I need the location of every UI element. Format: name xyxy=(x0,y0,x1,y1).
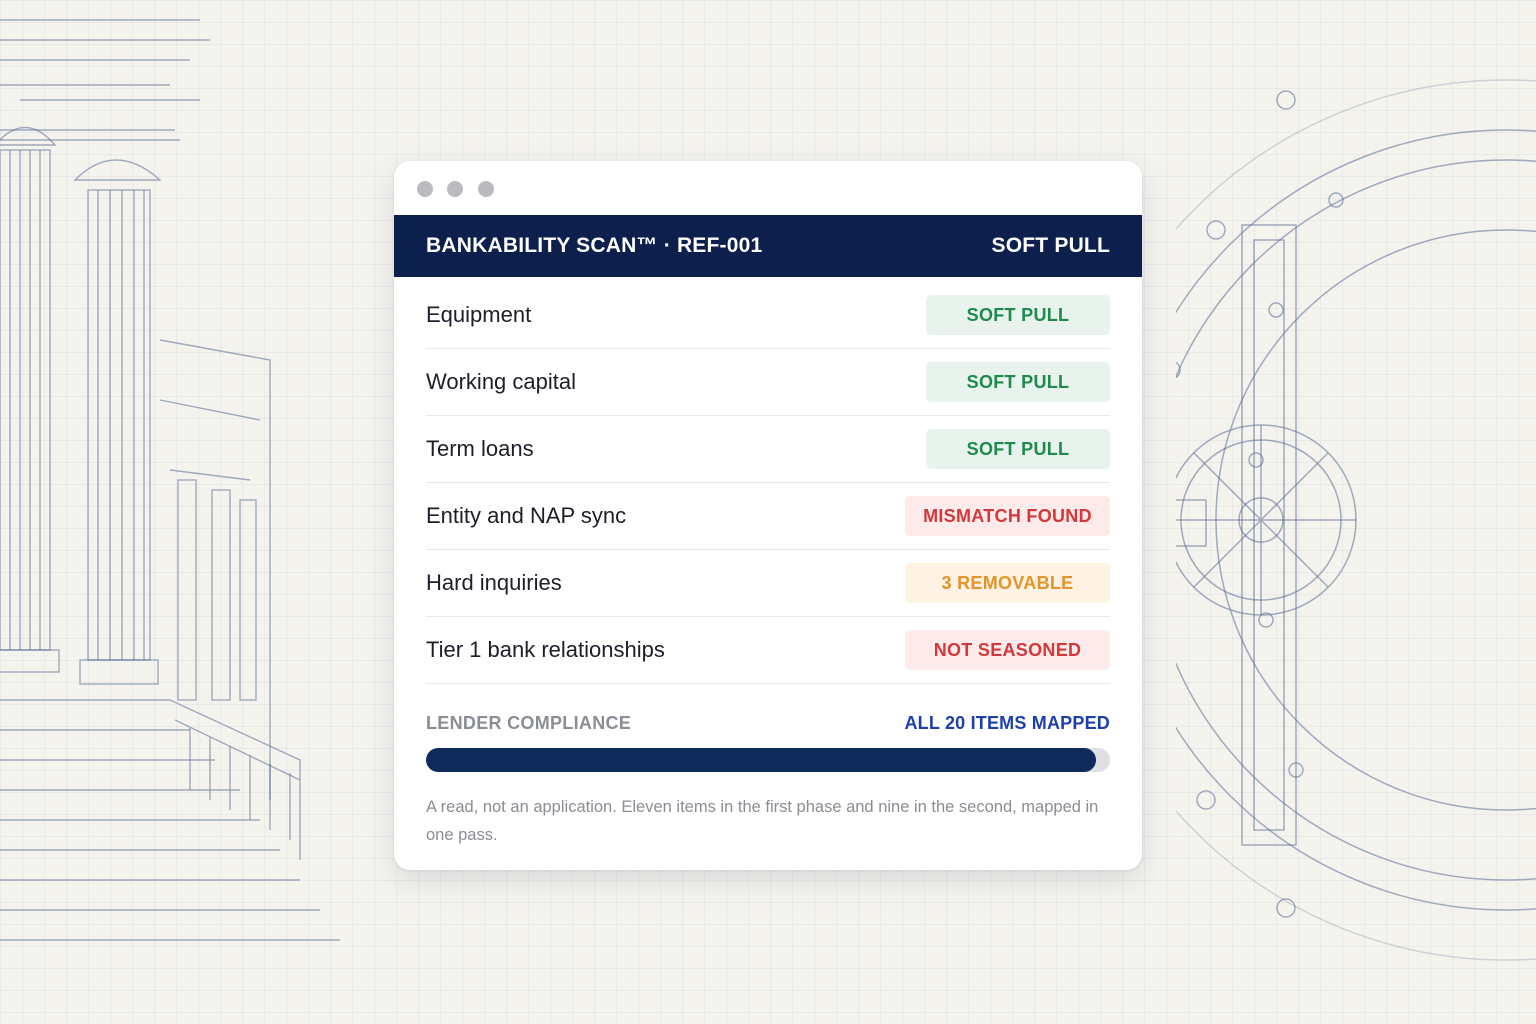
scan-title: BANKABILITY SCAN™ · REF-001 xyxy=(426,234,763,257)
scan-header xyxy=(394,215,1142,277)
list-item xyxy=(426,349,1110,416)
compliance-status: ALL 20 ITEMS MAPPED xyxy=(904,713,1110,733)
item-label: Entity and NAP sync xyxy=(426,503,627,528)
scan-mode-label: SOFT PULL xyxy=(991,234,1110,257)
item-label: Equipment xyxy=(426,302,532,327)
list-item xyxy=(426,617,1110,684)
progress-fill xyxy=(426,748,1096,772)
item-label: Tier 1 bank relationships xyxy=(426,637,665,662)
scan-window xyxy=(394,161,1142,870)
window-titlebar xyxy=(394,161,1142,215)
status-badge: SOFT PULL xyxy=(926,429,1110,469)
list-item xyxy=(426,483,1110,550)
compliance-label: LENDER COMPLIANCE xyxy=(426,713,632,733)
list-item xyxy=(426,550,1110,617)
item-label: Term loans xyxy=(426,436,534,461)
status-badge: MISMATCH FOUND xyxy=(905,496,1110,536)
compliance-summary xyxy=(426,713,1110,737)
status-badge: SOFT PULL xyxy=(926,362,1110,402)
item-label: Hard inquiries xyxy=(426,570,562,595)
status-badge: 3 REMOVABLE xyxy=(905,563,1110,603)
scan-footnote: A read, not an application. Eleven items in the first phase and nine in the second, mapped in one pass. xyxy=(426,798,1099,844)
list-item xyxy=(426,282,1110,349)
window-minimize-button[interactable] xyxy=(447,181,463,197)
item-label: Working capital xyxy=(426,369,576,394)
status-badge: SOFT PULL xyxy=(926,295,1110,335)
window-close-button[interactable] xyxy=(417,181,433,197)
compliance-progress-bar xyxy=(426,748,1110,772)
classical-building-illustration xyxy=(0,0,360,1024)
list-item xyxy=(426,416,1110,483)
window-maximize-button[interactable] xyxy=(478,181,494,197)
vault-door-illustration xyxy=(1176,0,1536,1024)
status-badge: NOT SEASONED xyxy=(905,630,1110,670)
scan-results-list xyxy=(426,282,1110,684)
